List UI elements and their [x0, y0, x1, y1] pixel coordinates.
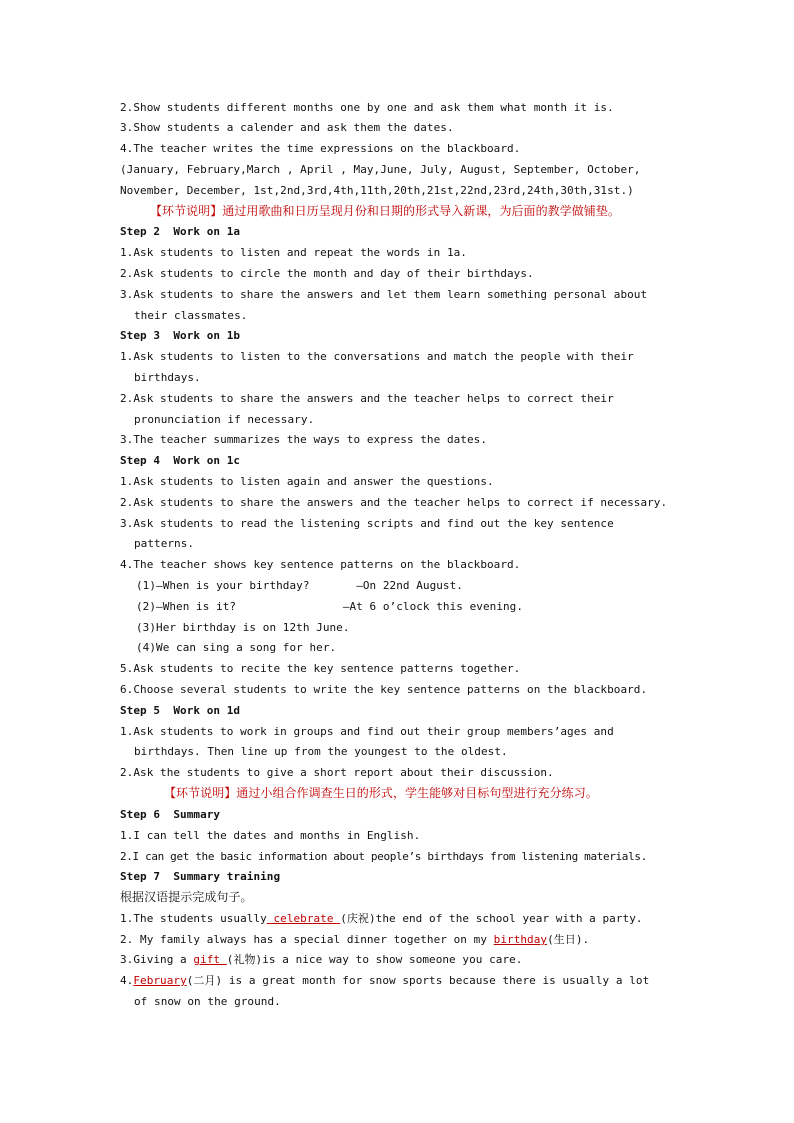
exercise-text: 2. My family always has a special dinner together on my	[120, 933, 494, 946]
section-note: 【环节说明】通过小组合作调查生日的形式，学生能够对目标句型进行充分练习。	[164, 786, 598, 800]
teaching-step-line: 1.I can tell the dates and months in English.	[120, 829, 421, 842]
teaching-step-line: birthdays. Then line up from the youngest to the oldest.	[134, 745, 508, 758]
time-expressions-line: (January, February,March , April , May,June, July, August, September, October,	[120, 163, 641, 176]
sentence-pattern: (4)We can sing a song for her.	[136, 641, 337, 654]
teaching-step-line: 6.Choose several students to write the key sentence patterns on the blackboard.	[120, 683, 648, 696]
sentence-pattern: (1)—When is your birthday? —On 22nd August.	[136, 579, 463, 592]
exercise-text: (庆祝)the end of the school year with a party.	[340, 912, 643, 925]
answer-blank: February	[133, 974, 187, 987]
sentence-pattern: (3)Her birthday is on 12th June.	[136, 621, 350, 634]
teaching-step-line: 4.The teacher writes the time expressions on the blackboard.	[120, 142, 521, 155]
teaching-step-line: 1.Ask students to listen again and answer the questions.	[120, 475, 494, 488]
exercise-text: (礼物)is a nice way to show someone you care.	[226, 953, 523, 966]
teaching-step-line: birthdays.	[134, 371, 201, 384]
answer-blank: celebrate	[266, 912, 341, 925]
exercise-text: 3.Giving a	[120, 953, 194, 966]
exercise-instruction: 根据汉语提示完成句子。	[120, 890, 253, 904]
step-heading: Step 4 Work on 1c	[120, 454, 241, 467]
teaching-step-line: their classmates.	[134, 309, 248, 322]
teaching-step-line: 3.Show students a calender and ask them the dates.	[120, 121, 454, 134]
step-heading: Step 3 Work on 1b	[120, 329, 241, 342]
teaching-step-line: 3.The teacher summarizes the ways to express the dates.	[120, 433, 487, 446]
exercise-text: (二月) is a great month for snow sports because there is usually a lot	[186, 974, 650, 987]
time-expressions-line: November, December, 1st,2nd,3rd,4th,11th,20th,21st,22nd,23rd,24th,30th,31st.)	[120, 184, 634, 197]
step-heading: Step 2 Work on 1a	[120, 225, 241, 238]
section-note: 【环节说明】通过用歌曲和日历呈现月份和日期的形式导入新课，为后面的教学做铺垫。	[150, 204, 620, 218]
exercise-sentence	[120, 912, 680, 926]
exercise-text: (生日).	[547, 933, 590, 946]
step-heading: Step 6 Summary	[120, 808, 221, 821]
teaching-step-line: 4.The teacher shows key sentence patterns on the blackboard.	[120, 558, 521, 571]
teaching-step-line: 2.Ask students to share the answers and the teacher helps to correct their	[120, 392, 614, 405]
exercise-text: 1.The students usually	[120, 912, 267, 925]
answer-blank: birthday	[493, 933, 548, 946]
teaching-step-line: 1.Ask students to listen to the conversations and match the people with their	[120, 350, 634, 363]
answer-blank: gift	[193, 953, 227, 966]
teaching-step-line: 2.Ask students to share the answers and the teacher helps to correct if necessary.	[120, 496, 668, 509]
teaching-step-line: pronunciation if necessary.	[134, 413, 315, 426]
teaching-step-line: 2.Ask the students to give a short report about their discussion.	[120, 766, 554, 779]
exercise-sentence	[120, 953, 680, 967]
step-heading: Step 5 Work on 1d	[120, 704, 241, 717]
teaching-step-line: 2.I can get the basic information about people’s birthdays from listening materials.	[120, 850, 647, 863]
teaching-step-line: 2.Show students different months one by one and ask them what month it is.	[120, 101, 614, 114]
teaching-step-line: 5.Ask students to recite the key sentence patterns together.	[120, 662, 521, 675]
teaching-step-line: 1.Ask students to listen and repeat the words in 1a.	[120, 246, 467, 259]
step-heading: Step 7 Summary training	[120, 870, 281, 883]
sentence-pattern: (2)—When is it? —At 6 o’clock this evening.	[136, 600, 524, 613]
exercise-text: 4.	[120, 974, 134, 987]
exercise-sentence	[120, 933, 680, 947]
teaching-step-line: patterns.	[134, 537, 195, 550]
teaching-step-line: 2.Ask students to circle the month and day of their birthdays.	[120, 267, 534, 280]
teaching-step-line: 1.Ask students to work in groups and find out their group members’ages and	[120, 725, 614, 738]
teaching-step-line: 3.Ask students to share the answers and let them learn something personal about	[120, 288, 648, 301]
exercise-sentence	[120, 974, 680, 988]
teaching-step-line: 3.Ask students to read the listening scripts and find out the key sentence	[120, 517, 614, 530]
exercise-sentence: of snow on the ground.	[134, 995, 281, 1008]
